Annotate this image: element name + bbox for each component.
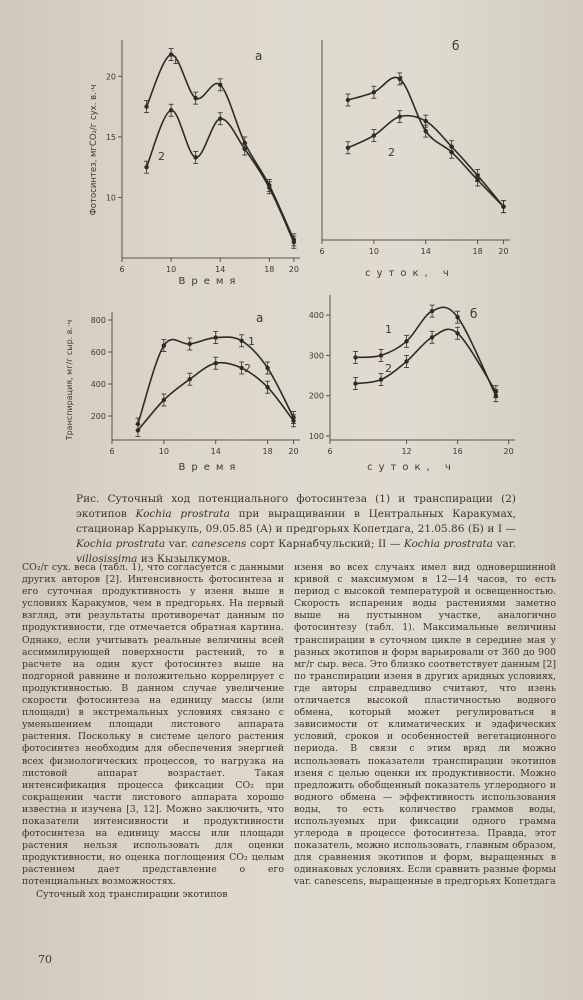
caption-part: canescens — [191, 538, 247, 550]
panel-label: б — [452, 39, 460, 53]
text-column-left — [22, 562, 284, 901]
data-point — [353, 355, 357, 359]
x-tick-label: 18 — [262, 447, 273, 456]
x-axis-label: Время — [178, 276, 242, 287]
y-axis-label: Транспирация, мг/г сыр. в.·ч — [65, 319, 74, 441]
data-point — [430, 335, 434, 339]
caption-part: Kochia prostrata — [76, 538, 166, 550]
x-axis-label: суток, ч — [367, 462, 457, 473]
data-point — [404, 359, 408, 363]
curve-label: 2 — [244, 362, 251, 375]
x-tick-label: 12 — [401, 447, 412, 456]
x-axis-label: Время — [178, 462, 242, 473]
panel-label: а — [256, 311, 264, 325]
page-number: 70 — [38, 953, 52, 966]
x-tick-label: 20 — [503, 447, 514, 456]
text-column-right — [294, 562, 556, 889]
x-tick-label: 6 — [319, 247, 325, 256]
x-tick-label: 18 — [472, 247, 483, 256]
data-point — [379, 377, 383, 381]
curve-label: 2 — [158, 150, 165, 163]
y-axis-label: Фотосинтез, мгCO₂/г сух. в.·ч — [89, 84, 99, 216]
curve-label: 1 — [398, 74, 405, 87]
transpiration-chart-b — [0, 0, 583, 490]
series-line-2 — [356, 329, 496, 391]
y-tick-label: 100 — [308, 431, 324, 441]
x-tick-label: 6 — [119, 265, 125, 274]
x-tick-label: 14 — [210, 447, 221, 456]
x-tick-label: 10 — [158, 447, 169, 456]
x-tick-label: 6 — [327, 447, 333, 456]
caption-part: Kochia prostrata — [135, 508, 230, 520]
data-point — [455, 331, 459, 335]
y-tick-label: 600 — [90, 348, 106, 357]
y-tick-label: 10 — [105, 193, 116, 203]
data-point — [404, 339, 408, 343]
x-tick-label: 20 — [288, 447, 299, 456]
data-point — [353, 381, 357, 385]
data-point — [379, 353, 383, 357]
curve-label: 1 — [172, 54, 179, 67]
x-tick-label: 18 — [264, 265, 275, 274]
y-tick-label: 15 — [105, 132, 116, 142]
curve-label: 2 — [388, 146, 395, 159]
y-tick-label: 300 — [308, 351, 324, 361]
panel-label: а — [255, 49, 263, 63]
x-tick-label: 16 — [452, 447, 463, 456]
y-tick-label: 20 — [105, 72, 116, 82]
curve-label: 1 — [385, 323, 392, 336]
x-tick-label: 20 — [288, 265, 299, 274]
caption-part: villosissima — [76, 553, 138, 565]
caption-part: var. — [165, 538, 192, 550]
data-point — [430, 309, 434, 313]
x-tick-label: 10 — [368, 247, 379, 256]
paragraph: изеня во всех случаях имел вид одновершинной кривой с максимумом в 12—14 часов, то есть период с высокой температурой и освещенностью. Скорость испарения воды растениями заметно выше на пустынном участке, аналогично фотосинтезу (табл. 1). Максимальные величины транспирации в суточном цикле в середине мая у разных экотипов и форм варьировали от 360 до 900 мг/г сыр. веса. Это близко соответствует данным [2] по транспирации изеня в других аридных условиях, где авторы справедливо считают, что изень отличается высокой пластичностью водного обмена, который может регулироваться в зависимости от климатических и эдафических условий, сроков и особенностей вегетационного периода. В связи с этим вряд ли можно использовать показатели транспирации экотипов изеня с целью оценки их продуктивности. Можно предложить обобщенный показатель углеродного и водного обмена — эффективность использования воды, то есть количество граммов воды, используемых при фиксации одного грамма углерода в процессе фотосинтеза. Правда, этот показатель, можно использовать, главным образом, для сравнения экотипов и форм, выращенных в одинаковых условиях. Если сравнить разные формы var. canescens, выращенные в предгорьях Копетдага — [294, 562, 556, 888]
caption-part: при выращивании в Центральных Каракумах, стационар Каррыкуль, 09.05.85 (А) и предгорьях Копетдага, 21.05.86 (Б) и I — — [76, 508, 516, 535]
y-tick-label: 400 — [308, 311, 324, 321]
data-point — [455, 315, 459, 319]
caption-part: сорт Карнабчульский; II — — [246, 538, 404, 550]
paragraph: Суточный ход транспирации экотипов — [36, 888, 228, 900]
x-tick-label: 14 — [215, 265, 226, 274]
y-tick-label: 200 — [308, 391, 324, 401]
x-axis-label: суток, ч — [365, 268, 455, 279]
y-tick-label: 400 — [90, 380, 106, 389]
x-tick-label: 20 — [498, 247, 509, 256]
figure-caption — [76, 492, 516, 567]
y-tick-label: 200 — [90, 412, 106, 421]
paragraph: CO₂/г сух. веса (табл. 1), что согласуется с данными других авторов [2]. Интенсивность фотосинтеза и его суточная продуктивность у изеня выше в условиях Каракумов, чем в предгорьях. На первый взгляд, эти результаты противоречат данным по продуктивности, где отмечается обратная картина. Однако, если учитывать реальные величины всей ассимилирующей поверхности растений, то в расчете на один куст фотосинтез выше на подгорной равнине и положительно коррелирует с продуктивностью. В данном случае увеличение скорости фотосинтеза на единицу массы (или площади) в экстремальных условиях связано с уменьшением площади листового аппарата растения. Поскольку в системе целого растения фотосинтез необходим для обеспечения энергией всех физиологических процессов, то нагрузка на листовой аппарат возрастает. Такая интенсификация процесса фиксации CO₂ при сокращении части листового аппарата хорошо известна и изучена [3, 12]. Можно заключить, что показатели интенсивности и продуктивности фотосинтеза на единицу массы или площади растения нельзя использовать для оценки продуктивности, но оценка поглощения CO₂ целым растением дает представление о его потенциальных возможностях. — [22, 562, 284, 888]
caption-part: из Кызылкумов. — [137, 553, 231, 565]
x-tick-label: 10 — [166, 265, 177, 274]
caption-part: Kochia prostrata — [403, 538, 494, 550]
y-tick-label: 800 — [90, 316, 106, 325]
caption-part: Рис. Суточный ход потенциального фотосинтеза (1) и транспирации (2) экотипов — [76, 493, 516, 520]
panel-label: б — [470, 307, 478, 321]
curve-label: 2 — [385, 362, 392, 375]
caption-part: var. — [493, 538, 516, 550]
x-tick-label: 6 — [109, 447, 115, 456]
data-point — [494, 389, 498, 393]
curve-label: 1 — [248, 335, 255, 348]
x-tick-label: 14 — [420, 247, 431, 256]
